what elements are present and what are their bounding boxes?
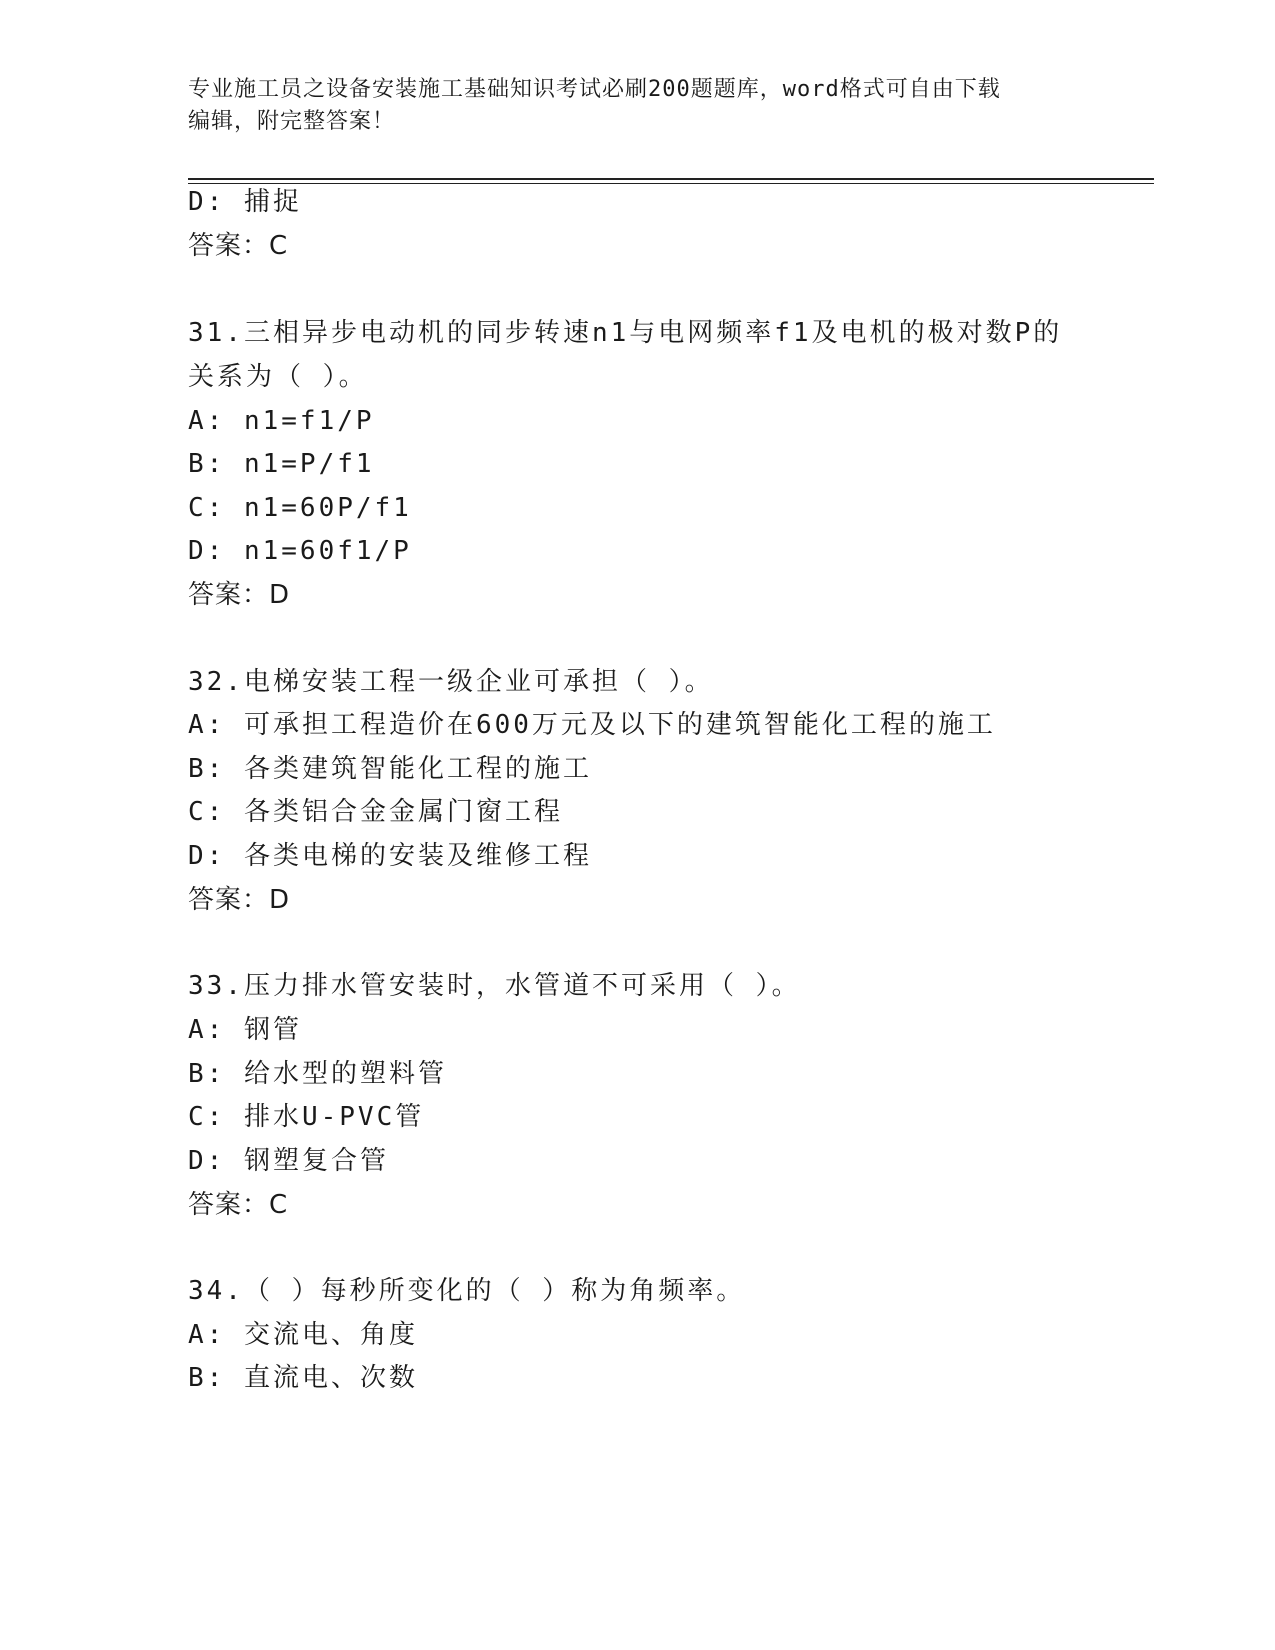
- header-divider: [188, 178, 1154, 184]
- q33-answer: 答案：C: [188, 1190, 289, 1220]
- q33-option-c: C: 排水U-PVC管: [188, 1102, 425, 1132]
- q31-option-a: A: n1=f1/P: [188, 406, 375, 436]
- q33-option-d: D: 钢塑复合管: [188, 1146, 389, 1176]
- q32-stem-line1: 32.电梯安装工程一级企业可承担（ ）。: [188, 667, 714, 697]
- q33-stem-line1: 33.压力排水管安装时，水管道不可采用（ ）。: [188, 971, 801, 1001]
- q33-option-a: A: 钢管: [188, 1015, 302, 1045]
- q32-option-a: A: 可承担工程造价在600万元及以下的建筑智能化工程的施工: [188, 710, 996, 740]
- prev-answer: 答案：C: [188, 231, 289, 261]
- header-title-line2: 编辑，附完整答案！: [188, 109, 396, 134]
- q31-stem-line1: 31.三相异步电动机的同步转速n1与电网频率f1及电机的极对数P的: [188, 318, 1063, 348]
- q33-option-b: B: 给水型的塑料管: [188, 1059, 447, 1089]
- q31-answer: 答案：D: [188, 580, 291, 610]
- header-title-line1: 专业施工员之设备安装施工基础知识考试必刷200题题库，word格式可自由下载: [188, 77, 1001, 102]
- q34-option-a: A: 交流电、角度: [188, 1320, 418, 1350]
- q31-option-c: C: n1=60P/f1: [188, 493, 412, 523]
- q34-stem-line1: 34.（ ）每秒所变化的（ ）称为角频率。: [188, 1276, 746, 1306]
- q31-option-b: B: n1=P/f1: [188, 449, 375, 479]
- document-header: [188, 74, 1088, 138]
- q31-option-d: D: n1=60f1/P: [188, 536, 412, 566]
- q32-answer: 答案：D: [188, 885, 291, 915]
- prev-option-d: D: 捕捉: [188, 187, 302, 217]
- q32-option-b: B: 各类建筑智能化工程的施工: [188, 754, 592, 784]
- q34-option-b: B: 直流电、次数: [188, 1363, 418, 1393]
- q32-option-c: C: 各类铝合金金属门窗工程: [188, 797, 563, 827]
- q32-option-d: D: 各类电梯的安装及维修工程: [188, 841, 592, 871]
- q31-stem-line2: 关系为（ ）。: [188, 362, 368, 392]
